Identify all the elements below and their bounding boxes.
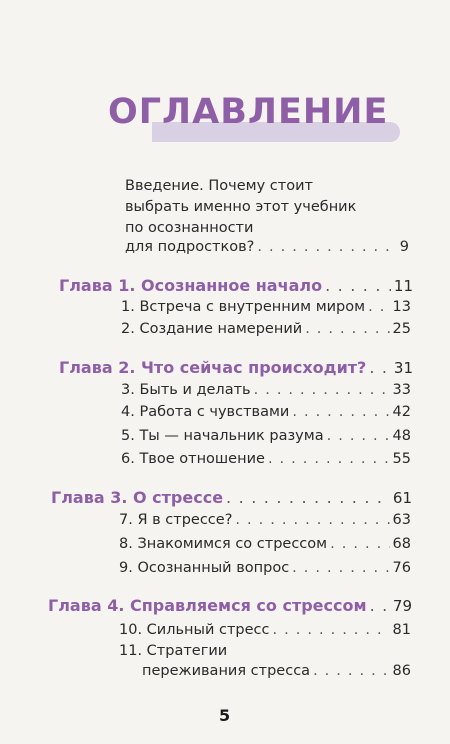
entry-label: 6. Твое отношение (121, 451, 265, 467)
toc-chapter-3[interactable] (51, 488, 412, 507)
intro-line: выбрать именно этот учебник (125, 199, 357, 215)
toc-entry[interactable] (119, 560, 411, 576)
chapter-label: Глава 1. Осознанное начало (59, 276, 323, 295)
intro-line: Введение. Почему стоит (125, 178, 313, 194)
dot-leader (330, 536, 389, 552)
entry-page: 9 (399, 239, 409, 255)
entry-page: 48 (392, 428, 411, 444)
entry-label: переживания стресса (142, 663, 311, 679)
entry-label: 2. Создание намерений (121, 321, 303, 337)
chapter-page: 11 (393, 277, 413, 295)
dot-leader (268, 451, 390, 467)
chapter-label: Глава 4. Справляемся со стрессом (48, 596, 367, 615)
intro-line: по осознанности (125, 220, 254, 236)
dot-leader (254, 382, 390, 398)
page-number: 5 (219, 706, 231, 725)
entry-page: 76 (392, 560, 411, 576)
dot-leader (292, 560, 389, 576)
toc-entry[interactable] (121, 321, 411, 337)
dot-leader (327, 428, 390, 444)
page-title: ОГЛАВЛЕНИЕ (108, 92, 389, 132)
entry-label: 9. Осознанный вопрос (119, 560, 290, 576)
toc-entry[interactable] (142, 663, 411, 679)
entry-label-line: 11. Стратегии (119, 643, 228, 659)
toc-chapter-1[interactable] (59, 276, 413, 295)
entry-label: 3. Быть и делать (121, 382, 251, 398)
toc-chapter-2[interactable] (59, 358, 413, 377)
dot-leader (368, 299, 389, 315)
dot-leader (257, 239, 396, 255)
toc-entry[interactable] (119, 536, 411, 552)
entry-page: 86 (392, 663, 411, 679)
entry-label: для подростков? (125, 239, 255, 255)
dot-leader (370, 596, 390, 615)
toc-entry[interactable] (119, 622, 411, 638)
dot-leader (369, 358, 391, 377)
entry-page: 33 (392, 382, 411, 398)
dot-leader (292, 404, 389, 420)
entry-label: 5. Ты — начальник разума (121, 428, 324, 444)
dot-leader (305, 321, 389, 337)
chapter-label: Глава 3. О стрессе (51, 488, 224, 507)
entry-page: 42 (392, 404, 411, 420)
toc-entry[interactable] (119, 512, 411, 528)
entry-page: 81 (392, 622, 411, 638)
dot-leader (313, 663, 389, 679)
chapter-page: 61 (392, 489, 412, 507)
entry-label: 4. Работа с чувствами (121, 404, 290, 420)
dot-leader (325, 276, 391, 295)
entry-label: 1. Встреча с внутренним миром (121, 299, 366, 315)
entry-label: 7. Я в стрессе? (119, 512, 233, 528)
dot-leader (235, 512, 389, 528)
toc-entry[interactable] (121, 299, 411, 315)
chapter-page: 79 (392, 597, 412, 615)
chapter-page: 31 (393, 359, 413, 377)
entry-page: 13 (392, 299, 411, 315)
entry-page: 68 (392, 536, 411, 552)
entry-label: 10. Сильный стресс (119, 622, 270, 638)
entry-label: 8. Знакомимся со стрессом (119, 536, 328, 552)
toc-entry[interactable] (121, 382, 411, 398)
toc-entry-intro[interactable] (125, 239, 409, 255)
chapter-label: Глава 2. Что сейчас происходит? (59, 358, 367, 377)
entry-page: 55 (392, 451, 411, 467)
entry-page: 25 (392, 321, 411, 337)
toc-entry[interactable] (121, 451, 411, 467)
toc-entry[interactable] (121, 404, 411, 420)
dot-leader (226, 488, 390, 507)
toc-entry[interactable] (121, 428, 411, 444)
dot-leader (272, 622, 389, 638)
toc-chapter-4[interactable] (48, 596, 412, 615)
entry-page: 63 (392, 512, 411, 528)
